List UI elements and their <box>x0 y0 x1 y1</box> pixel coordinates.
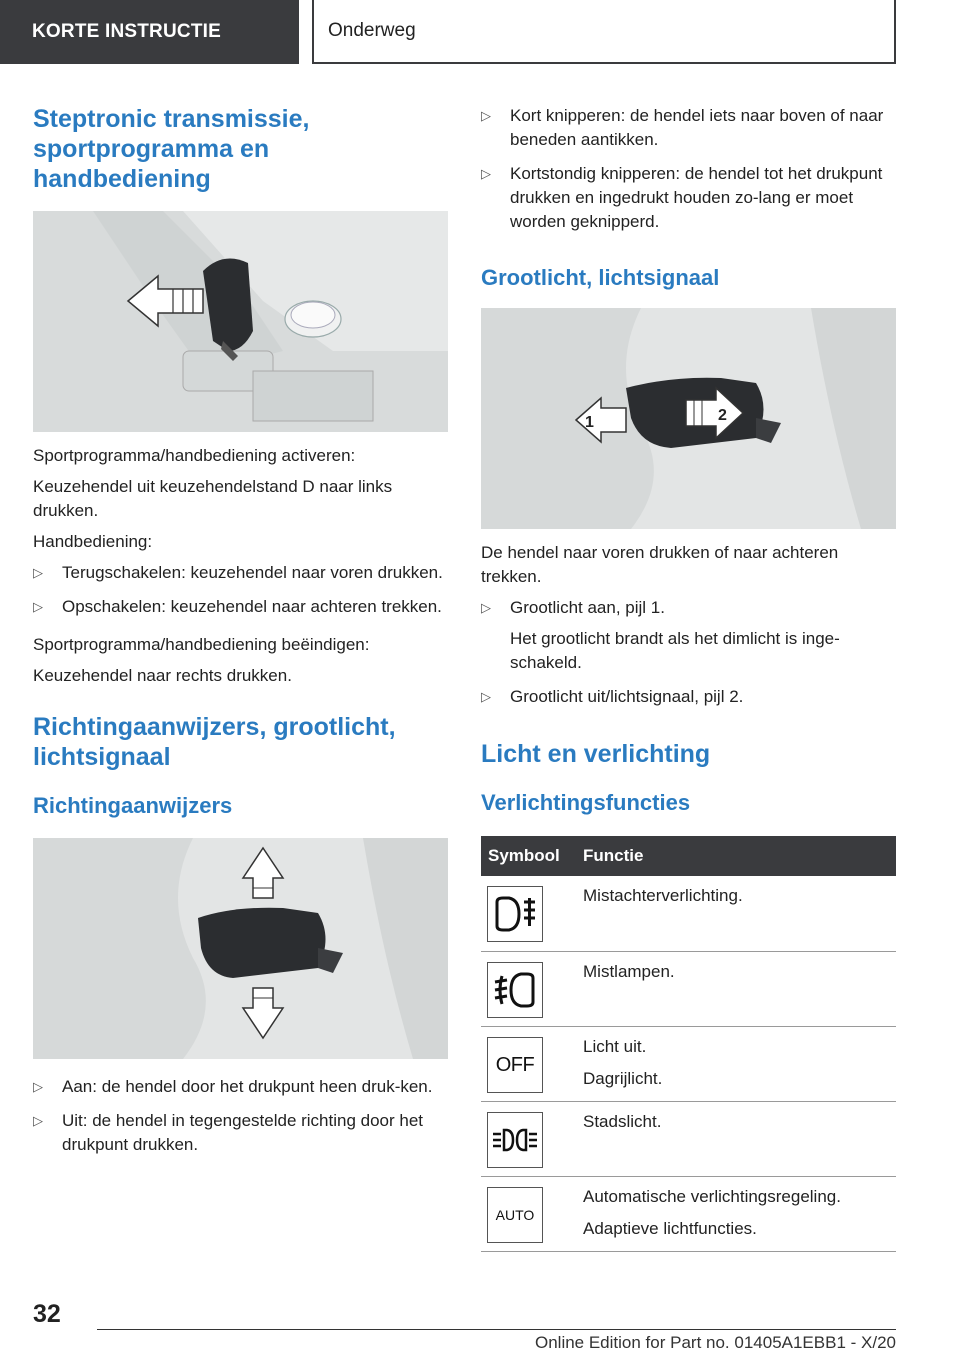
heading-lights: Licht en verlichting <box>481 740 711 768</box>
turn-list-continued <box>481 104 896 234</box>
heading-high-beam: Grootlicht, lichtsignaal <box>481 265 720 290</box>
paragraph-end: Sportprogramma/handbediening beëindigen: <box>33 635 370 654</box>
table-row <box>481 876 896 951</box>
list-item: ▷ Uit: de hendel in tegengestelde richting door het drukpunt drukken. <box>33 1111 424 1154</box>
list-item: ▷ Kort knipperen: de hendel iets naar boven of naar beneden aantikken. <box>481 106 884 149</box>
list-item-sub: Het grootlicht brandt als het dimlicht is inge-schakeld. <box>510 629 840 672</box>
heading-steptronic: Steptronic transmissie, sportprogramma en handbediening <box>33 105 310 193</box>
right-column <box>481 104 896 1252</box>
function-text: Mistlampen. <box>583 961 675 981</box>
chapter-label: Onderweg <box>328 20 416 41</box>
list-item: ▷ Grootlicht uit/lichtsignaal, pijl 2. <box>481 685 896 709</box>
turn-list <box>33 1075 448 1157</box>
gear-selector-illustration <box>33 211 448 432</box>
function-text: Automatische verlichtingsregeling. <box>583 1186 841 1206</box>
paragraph-manual: Handbediening: <box>33 532 153 551</box>
high-beam-stalk-illustration <box>481 308 896 529</box>
edition-footer: Online Edition for Part no. 01405A1EBB1 - X/20 <box>534 1333 896 1352</box>
function-text: Mistachterverlichting. <box>583 886 743 905</box>
list-item: ▷ Grootlicht aan, pijl 1. Het grootlicht brandt als het dimlicht is inge-schakeld. <box>481 596 896 675</box>
function-text: Stadslicht. <box>583 1111 662 1131</box>
paragraph-move-left: Keuzehendel uit keuzehendelstand D naar links drukken. <box>33 477 393 520</box>
section-tab <box>0 0 299 64</box>
list-item: ▷ Aan: de hendel door het drukpunt heen druk-ken. <box>33 1075 448 1099</box>
function-text: Dagrijlicht. <box>583 1068 663 1088</box>
bullet-triangle-icon: ▷ <box>481 108 491 123</box>
table-row <box>481 1101 896 1176</box>
heading-turn-signals: Richtingaanwijzers, grootlicht, lichtsignaal <box>33 713 396 771</box>
table-row <box>481 1026 896 1101</box>
section-label: KORTE INSTRUCTIE <box>32 21 221 42</box>
column-header-symbol: Symbool <box>481 836 583 876</box>
paragraph-activate: Sportprogramma/handbediening activeren: <box>33 446 356 465</box>
front-fog-light-icon <box>487 962 543 1018</box>
bullet-triangle-icon: ▷ <box>33 565 43 580</box>
heading-indicators: Richtingaanwijzers <box>33 793 233 818</box>
footer-divider <box>97 1329 896 1330</box>
lights-off-icon: OFF <box>487 1037 543 1093</box>
list-item: ▷ Kortstondig knipperen: de hendel tot het drukpunt drukken en ingedrukt houden zo-lang er moet worden geknipperd. <box>481 164 883 231</box>
table-row <box>481 951 896 1026</box>
high-beam-list <box>481 596 896 709</box>
bullet-triangle-icon: ▷ <box>33 1113 43 1128</box>
light-functions-table <box>481 836 896 1252</box>
paragraph-high-beam: De hendel naar voren drukken of naar achteren trekken. <box>481 543 839 586</box>
heading-light-functions: Verlichtingsfuncties <box>481 790 691 815</box>
list-item: ▷ Terugschakelen: keuzehendel naar voren drukken. <box>33 561 448 585</box>
chapter-tab <box>312 0 896 64</box>
manual-list <box>33 561 448 619</box>
page-number: 32 <box>33 1300 61 1328</box>
left-column <box>33 104 448 1157</box>
rear-fog-light-icon <box>487 886 543 942</box>
bullet-triangle-icon: ▷ <box>481 166 491 181</box>
function-text: Adaptieve lichtfuncties. <box>583 1218 757 1238</box>
function-text: Licht uit. <box>583 1036 647 1056</box>
list-item: ▷ Opschakelen: keuzehendel naar achteren trekken. <box>33 595 448 619</box>
arrow-label-2: 2 <box>718 407 727 424</box>
turn-signal-stalk-illustration <box>33 838 448 1059</box>
bullet-triangle-icon: ▷ <box>481 689 491 704</box>
bullet-triangle-icon: ▷ <box>33 1079 43 1094</box>
table-row <box>481 1176 896 1251</box>
paragraph-end-right: Keuzehendel naar rechts drukken. <box>33 666 292 685</box>
bullet-triangle-icon: ▷ <box>33 599 43 614</box>
arrow-label-1: 1 <box>585 414 594 431</box>
parking-light-icon <box>487 1112 543 1168</box>
auto-lights-icon: AUTO <box>487 1187 543 1243</box>
column-header-function: Functie <box>583 836 896 876</box>
bullet-triangle-icon: ▷ <box>481 600 491 615</box>
